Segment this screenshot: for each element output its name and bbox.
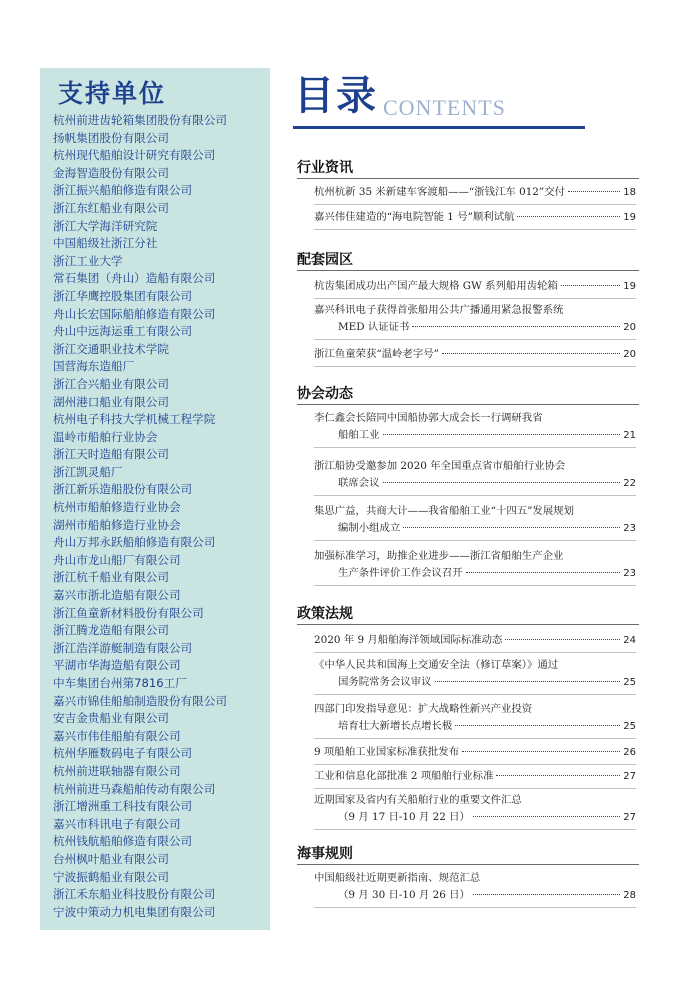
entry-title: 国务院常务会议审议 (338, 676, 432, 688)
sponsor-item: 浙江振兴船舶修造有限公司 (53, 183, 193, 198)
toc-entry[interactable] (314, 503, 636, 537)
dot-leader (412, 326, 620, 327)
sponsor-item: 浙江新乐造船股份有限公司 (53, 482, 193, 497)
page-number: 23 (623, 523, 636, 534)
entry-rule (314, 339, 636, 340)
entry-title: 中国船级社近期更新指南、规范汇总 (314, 872, 481, 884)
section-title: 海事规则 (297, 846, 353, 862)
page-number: 22 (623, 478, 636, 489)
sponsor-item: 台州枫叶船业有限公司 (53, 851, 169, 866)
toc-entry[interactable] (314, 209, 636, 226)
toc-entry[interactable] (314, 768, 636, 785)
sponsor-item: 宁波振鹤船业有限公司 (53, 869, 169, 884)
entry-title: （9 月 17 日-10 月 22 日） (338, 811, 470, 823)
toc-entry[interactable] (314, 458, 636, 492)
entry-title: 培育壮大新增长点增长极 (338, 720, 453, 732)
sponsor-item: 嘉兴市浙北造船有限公司 (53, 588, 181, 603)
entry-title: 浙江鱼童荣获“温岭老字号” (314, 348, 439, 360)
entry-rule (314, 764, 636, 765)
entry-rule (314, 585, 636, 586)
sponsor-item: 舟山万邦永跃船舶修造有限公司 (53, 535, 216, 550)
sponsor-item: 舟山市龙山船厂有限公司 (53, 552, 181, 567)
section-rule (297, 404, 639, 405)
page-number: 23 (623, 568, 636, 579)
page-number: 24 (623, 635, 636, 646)
toc-entry[interactable] (314, 410, 636, 444)
entry-title: 船舶工业 (338, 429, 380, 441)
dot-leader (505, 639, 620, 640)
toc-entry[interactable] (314, 701, 636, 735)
entry-title: 杭州杭新 35 米新建车客渡船——“浙钱江车 012”交付 (314, 186, 566, 198)
sidebar-title: 支持单位 (58, 79, 167, 108)
sponsor-item: 安吉金贵船业有限公司 (53, 711, 169, 726)
sponsor-item: 杭州前进齿轮箱集团股份有限公司 (53, 113, 227, 127)
sponsor-item: 嘉兴市锦佳船舶制造股份有限公司 (53, 693, 227, 708)
sponsor-item: 国营海东造船厂 (53, 359, 135, 374)
sponsor-item: 平湖市华海造船有限公司 (53, 658, 181, 673)
toc-entry[interactable] (314, 278, 636, 295)
sponsor-item: 杭州现代船舶设计研究有限公司 (53, 148, 216, 163)
toc-entry[interactable] (314, 870, 636, 904)
sponsor-item: 嘉兴市科讯电子有限公司 (53, 816, 181, 831)
sponsor-item: 浙江天时造船有限公司 (53, 447, 169, 462)
dot-leader (473, 816, 620, 817)
sponsor-item: 常石集团（舟山）造船有限公司 (53, 271, 216, 286)
entry-title: 近期国家及省内有关船舶行业的重要文件汇总 (314, 794, 522, 806)
sponsor-item: 嘉兴市伟佳船舶有限公司 (53, 728, 181, 743)
entry-rule (314, 495, 636, 496)
sponsor-item: 舟山中远海运重工有限公司 (53, 324, 193, 339)
sponsor-item: 杭州前进联轴器有限公司 (53, 763, 181, 778)
toc-entry[interactable] (314, 657, 636, 691)
page-number: 27 (623, 771, 636, 782)
sponsor-item: 浙江增洲重工科技有限公司 (53, 799, 193, 814)
section-rule (297, 178, 639, 179)
sponsor-item: 浙江华鹰控股集团有限公司 (53, 288, 193, 303)
dot-leader (466, 572, 621, 573)
entry-title: 李仁鑫会长陪同中国船协郭大成会长一行调研我省 (314, 412, 543, 424)
section-rule (297, 864, 639, 865)
page-number: 20 (623, 322, 636, 333)
sponsor-item: 杭州电子科技大学机械工程学院 (53, 412, 216, 427)
entry-title: 杭齿集团成功出产国产最大规格 GW 系列船用齿轮箱 (314, 280, 558, 292)
entry-title: 嘉兴科讯电子获得首张船用公共广播通用紧急报警系统 (314, 304, 564, 316)
entry-rule (314, 694, 636, 695)
page-number: 20 (623, 349, 636, 360)
title-underline (293, 126, 585, 129)
entry-rule (314, 366, 636, 367)
entry-rule (314, 738, 636, 739)
entry-title: （9 月 30 日-10 月 26 日） (338, 889, 470, 901)
sponsor-item: 湖州港口船业有限公司 (53, 394, 169, 409)
dot-leader (383, 482, 621, 483)
dot-leader (517, 216, 620, 217)
entry-rule (314, 540, 636, 541)
sponsor-item: 浙江浩洋游艇制造有限公司 (53, 640, 193, 655)
sponsor-sidebar (40, 68, 270, 930)
sponsor-list (53, 112, 227, 921)
toc-title: 目录 (294, 73, 378, 119)
section-title: 配套园区 (297, 252, 353, 268)
page-number: 27 (623, 812, 636, 823)
entry-title: 联席会议 (338, 477, 380, 489)
page-number: 28 (623, 890, 636, 901)
sponsor-item: 浙江合兴船业有限公司 (53, 376, 169, 391)
page-number: 26 (623, 747, 636, 758)
toc-subtitle: CONTENTS (383, 95, 506, 120)
dot-leader (442, 353, 620, 354)
entry-title: 集思广益，共商大计——我省船舶工业“十四五”发展规划 (314, 505, 574, 517)
page-number: 21 (623, 430, 636, 441)
sponsor-item: 浙江工业大学 (53, 253, 123, 268)
toc-entry[interactable] (314, 744, 636, 761)
sponsor-item: 浙江大学海洋研究院 (53, 218, 158, 233)
page-number: 18 (623, 187, 636, 198)
dot-leader (462, 751, 620, 752)
entry-title: 浙江船协受邀参加 2020 年全国重点省市船舶行业协会 (314, 460, 566, 472)
entry-title: 加强标准学习，助推企业进步——浙江省船舶生产企业 (314, 550, 564, 562)
toc-entry[interactable] (314, 302, 636, 336)
dot-leader (383, 434, 621, 435)
section-title: 协会动态 (297, 386, 353, 402)
entry-rule (314, 229, 636, 230)
toc-entry[interactable] (314, 184, 636, 201)
toc-entry[interactable] (314, 632, 636, 649)
sponsor-item: 浙江东红船业有限公司 (53, 200, 169, 215)
sponsor-item: 浙江杭千船业有限公司 (53, 570, 169, 585)
dot-leader (568, 191, 620, 192)
sponsor-item: 中车集团台州第7816工厂 (53, 676, 187, 690)
dot-leader (496, 775, 620, 776)
entry-title: 生产条件评价工作会议召开 (338, 567, 463, 579)
section-rule (297, 624, 639, 625)
sponsor-item: 浙江禾东船业科技股份有限公司 (53, 887, 216, 902)
entry-title: MED 认证证书 (338, 321, 410, 333)
entry-title: 2020 年 9 月船舶海洋领域国际标准动态 (314, 634, 503, 646)
sponsor-item: 杭州市船舶修造行业协会 (53, 500, 181, 515)
entry-rule (314, 652, 636, 653)
entry-title: 9 项船舶工业国家标准获批发布 (314, 746, 459, 758)
sponsor-item: 杭州前进马森船舶传动有限公司 (53, 781, 216, 796)
sponsor-item: 浙江鱼童新材料股份有限公司 (53, 605, 204, 620)
sponsor-item: 杭州华雁数码电子有限公司 (53, 746, 193, 761)
entry-title: 编制小组成立 (338, 522, 401, 534)
sponsor-item: 浙江凯灵船厂 (53, 464, 123, 479)
sponsor-item: 扬帆集团股份有限公司 (53, 130, 169, 145)
dot-leader (455, 725, 620, 726)
sponsor-item: 浙江交通职业技术学院 (53, 341, 169, 356)
entry-rule (314, 907, 636, 908)
toc-entry[interactable] (314, 548, 636, 582)
entry-rule (314, 447, 636, 448)
dot-leader (473, 894, 620, 895)
dot-leader (435, 681, 621, 682)
section-title: 政策法规 (297, 606, 353, 622)
sponsor-item: 舟山长宏国际船舶修造有限公司 (53, 306, 216, 321)
entry-rule (314, 204, 636, 205)
page-number: 25 (623, 721, 636, 732)
dot-leader (403, 527, 620, 528)
sponsor-item: 中国船级社浙江分社 (53, 236, 158, 251)
entry-rule (314, 298, 636, 299)
entry-title: 《中华人民共和国海上交通安全法（修订草案）》通过 (314, 659, 559, 671)
sponsor-item: 杭州钱航船舶修造有限公司 (53, 834, 193, 849)
section-rule (297, 270, 639, 271)
sponsor-item: 宁波中策动力机电集团有限公司 (53, 904, 216, 919)
toc-entry[interactable] (314, 346, 636, 363)
sponsor-item: 浙江腾龙造船有限公司 (53, 623, 169, 638)
entry-rule (314, 829, 636, 830)
toc-entry[interactable] (314, 792, 636, 826)
sponsor-item: 湖州市船舶修造行业协会 (53, 517, 181, 532)
page-number: 19 (623, 212, 636, 223)
entry-title: 嘉兴伟佳建造的“海电院智能 1 号”顺利试航 (314, 211, 515, 223)
entry-rule (314, 788, 636, 789)
sponsor-item: 温岭市船舶行业协会 (53, 429, 158, 444)
dot-leader (561, 285, 620, 286)
entry-title: 四部门印发指导意见：扩大战略性新兴产业投资 (314, 703, 533, 715)
entry-title: 工业和信息化部批准 2 项船舶行业标准 (314, 770, 494, 782)
section-title: 行业资讯 (297, 160, 353, 176)
sponsor-item: 金海智造股份有限公司 (53, 165, 169, 180)
page-number: 19 (623, 281, 636, 292)
page-number: 25 (623, 677, 636, 688)
